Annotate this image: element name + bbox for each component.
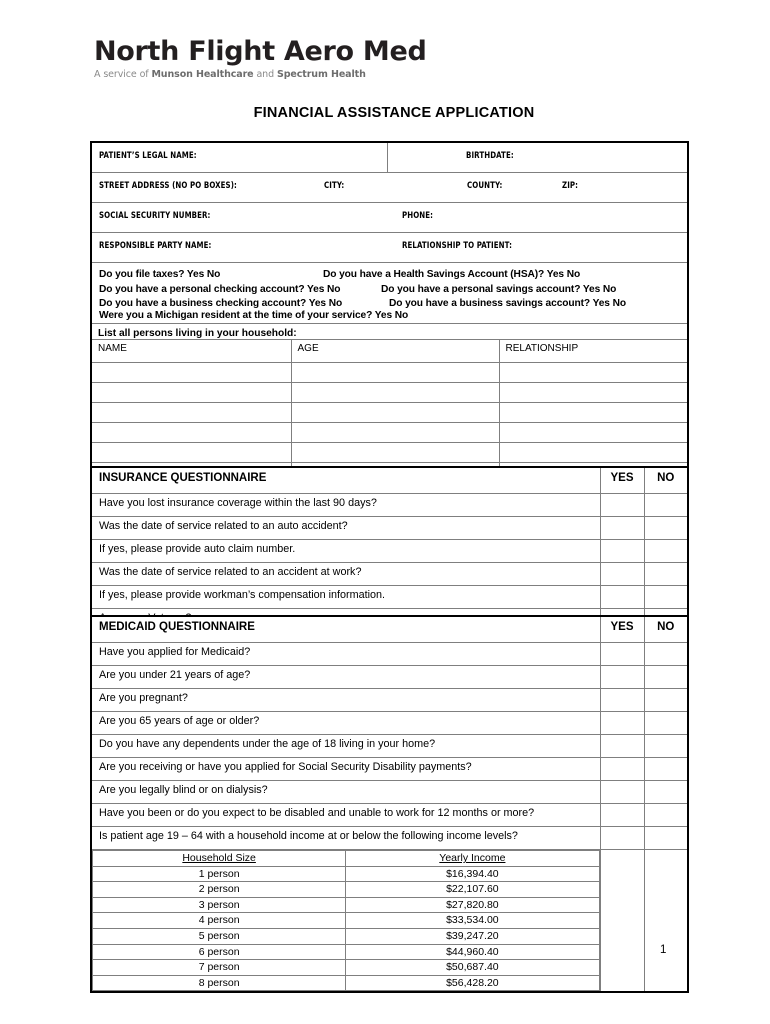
table-row	[91, 443, 688, 463]
logo-subtitle	[94, 69, 426, 80]
table-row	[91, 494, 688, 517]
answer-no-checkbox[interactable]	[644, 666, 688, 689]
medicaid-question-1: Have you applied for Medicaid?	[91, 643, 600, 666]
question-personal-savings[interactable]: Do you have a personal savings account? Yes No	[381, 284, 617, 295]
cell-relationship[interactable]	[499, 423, 688, 443]
answer-no-checkbox[interactable]	[644, 494, 688, 517]
column-header-yearly-income	[346, 851, 599, 867]
table-row	[91, 563, 688, 586]
cell-yearly-income: $16,394.40	[346, 866, 599, 882]
field-birthdate[interactable]	[387, 142, 688, 173]
cell-yearly-income: $44,960.40	[346, 944, 599, 960]
medicaid-question-8: Have you been or do you expect to be disabled and unable to work for 12 months or more?	[91, 804, 600, 827]
answer-yes-checkbox[interactable]	[600, 850, 644, 993]
table-row	[91, 712, 688, 735]
household-size-header-text: Household Size	[182, 852, 256, 864]
cell-age[interactable]	[291, 423, 499, 443]
cell-name[interactable]	[91, 383, 291, 403]
answer-no-checkbox[interactable]	[644, 689, 688, 712]
answer-yes-checkbox[interactable]	[600, 586, 644, 609]
cell-age[interactable]	[291, 443, 499, 463]
cell-relationship[interactable]	[499, 383, 688, 403]
answer-no-checkbox[interactable]	[644, 643, 688, 666]
label-responsible-party-name: RESPONSIBLE PARTY NAME:	[99, 241, 212, 251]
question-file-taxes[interactable]: Do you file taxes? Yes No	[99, 269, 221, 280]
cell-age[interactable]	[291, 383, 499, 403]
answer-yes-checkbox[interactable]	[600, 804, 644, 827]
label-birthdate: BIRTHDATE:	[465, 151, 514, 161]
answer-yes-checkbox[interactable]	[600, 712, 644, 735]
table-row	[91, 263, 688, 324]
table-header-row	[91, 340, 688, 363]
question-hsa[interactable]: Do you have a Health Savings Account (HSA)? Yes No	[323, 269, 581, 280]
medicaid-question-4: Are you 65 years of age or older?	[91, 712, 600, 735]
medicaid-question-9: Is patient age 19 – 64 with a household income at or below the following income levels?	[91, 827, 600, 850]
answer-yes-checkbox[interactable]	[600, 540, 644, 563]
label-zip: ZIP:	[562, 181, 579, 191]
question-business-savings[interactable]: Do you have a business savings account? Yes No	[389, 298, 626, 309]
table-row	[91, 517, 688, 540]
table-row	[91, 383, 688, 403]
column-header-name: NAME	[91, 340, 291, 363]
table-row	[93, 897, 600, 913]
medicaid-questionnaire-table	[90, 615, 689, 993]
medicaid-question-6: Are you receiving or have you applied for Social Security Disability payments?	[91, 758, 600, 781]
answer-yes-checkbox[interactable]	[600, 517, 644, 540]
insurance-section-title: INSURANCE QUESTIONNAIRE	[91, 467, 600, 494]
answer-no-checkbox[interactable]	[644, 781, 688, 804]
table-row	[91, 758, 688, 781]
table-row	[91, 586, 688, 609]
field-responsible-party-row[interactable]	[91, 233, 688, 263]
table-row	[91, 142, 688, 173]
cell-name[interactable]	[91, 363, 291, 383]
cell-age[interactable]	[291, 403, 499, 423]
table-row	[91, 643, 688, 666]
answer-no-checkbox[interactable]	[644, 827, 688, 850]
logo-title: North Flight Aero Med	[94, 36, 427, 67]
cell-yearly-income: $56,428.20	[346, 975, 599, 991]
cell-household-size: 2 person	[93, 882, 346, 898]
answer-no-checkbox[interactable]	[644, 850, 688, 993]
household-members-table	[90, 339, 689, 484]
insurance-question-3: If yes, please provide auto claim number.	[91, 540, 600, 563]
table-row	[93, 913, 600, 929]
cell-yearly-income: $50,687.40	[346, 960, 599, 976]
cell-yearly-income: $27,820.80	[346, 897, 599, 913]
cell-relationship[interactable]	[499, 403, 688, 423]
question-michigan-resident[interactable]: Were you a Michigan resident at the time of your service? Yes No	[99, 310, 409, 321]
column-header-household-size	[93, 851, 346, 867]
cell-name[interactable]	[91, 443, 291, 463]
patient-information-table	[90, 141, 689, 342]
cell-yearly-income: $39,247.20	[346, 928, 599, 944]
label-city: CITY:	[324, 181, 345, 191]
question-personal-checking[interactable]: Do you have a personal checking account? Yes No	[99, 284, 341, 295]
answer-yes-checkbox[interactable]	[600, 666, 644, 689]
logo-subtitle-munson: Munson Healthcare	[151, 69, 254, 81]
table-row	[91, 827, 688, 850]
answer-yes-checkbox[interactable]	[600, 689, 644, 712]
page-number: 1	[660, 944, 667, 956]
column-header-age: AGE	[291, 340, 499, 363]
cell-name[interactable]	[91, 423, 291, 443]
label-county: COUNTY:	[467, 181, 503, 191]
table-row	[93, 882, 600, 898]
medicaid-question-5: Do you have any dependents under the age of 18 living in your home?	[91, 735, 600, 758]
answer-no-checkbox[interactable]	[644, 735, 688, 758]
table-row	[91, 804, 688, 827]
income-levels-table	[92, 850, 600, 991]
table-row	[91, 403, 688, 423]
answer-yes-checkbox[interactable]	[600, 643, 644, 666]
column-header-yes: YES	[600, 467, 644, 494]
label-social-security-number: SOCIAL SECURITY NUMBER:	[99, 211, 211, 221]
table-row	[93, 928, 600, 944]
income-levels-container	[91, 850, 600, 993]
financial-questions-block	[91, 263, 688, 324]
field-ssn-phone-row[interactable]	[91, 203, 688, 233]
label-phone: PHONE:	[402, 211, 434, 221]
answer-no-checkbox[interactable]	[644, 517, 688, 540]
table-row	[91, 173, 688, 203]
answer-no-checkbox[interactable]	[644, 712, 688, 735]
medicaid-question-2: Are you under 21 years of age?	[91, 666, 600, 689]
cell-relationship[interactable]	[499, 363, 688, 383]
organization-logo	[94, 38, 426, 80]
table-row	[91, 540, 688, 563]
answer-no-checkbox[interactable]	[644, 804, 688, 827]
answer-yes-checkbox[interactable]	[600, 563, 644, 586]
question-business-checking[interactable]: Do you have a business checking account? Yes No	[99, 298, 343, 309]
table-row	[93, 866, 600, 882]
label-patient-legal-name: PATIENT’S LEGAL NAME:	[99, 151, 197, 161]
household-list-label: List all persons living in your household:	[98, 328, 297, 339]
label-relationship-to-patient: RELATIONSHIP TO PATIENT:	[402, 241, 513, 251]
table-row	[91, 363, 688, 383]
answer-yes-checkbox[interactable]	[600, 758, 644, 781]
answer-yes-checkbox[interactable]	[600, 735, 644, 758]
cell-yearly-income: $33,534.00	[346, 913, 599, 929]
table-row	[91, 666, 688, 689]
answer-no-checkbox[interactable]	[644, 563, 688, 586]
cell-age[interactable]	[291, 363, 499, 383]
field-patient-legal-name[interactable]	[91, 142, 387, 173]
logo-subtitle-mid: and	[253, 69, 277, 81]
field-address-row[interactable]	[91, 173, 688, 203]
column-header-yes: YES	[600, 616, 644, 643]
answer-no-checkbox[interactable]	[644, 758, 688, 781]
cell-household-size: 8 person	[93, 975, 346, 991]
insurance-question-1: Have you lost insurance coverage within the last 90 days?	[91, 494, 600, 517]
table-row	[93, 975, 600, 991]
insurance-question-5: If yes, please provide workman’s compensation information.	[91, 586, 600, 609]
table-row	[91, 233, 688, 263]
table-header-row	[93, 851, 600, 867]
page-title: FINANCIAL ASSISTANCE APPLICATION	[253, 105, 535, 121]
answer-yes-checkbox[interactable]	[600, 781, 644, 804]
table-row	[91, 203, 688, 233]
logo-subtitle-prefix: A service of	[94, 69, 152, 81]
cell-household-size: 4 person	[93, 913, 346, 929]
medicaid-question-3: Are you pregnant?	[91, 689, 600, 712]
yearly-income-header-text: Yearly Income	[439, 852, 506, 864]
answer-no-checkbox[interactable]	[644, 586, 688, 609]
medicaid-section-title: MEDICAID QUESTIONNAIRE	[91, 616, 600, 643]
column-header-no: NO	[644, 467, 688, 494]
cell-name[interactable]	[91, 403, 291, 423]
column-header-relationship: RELATIONSHIP	[499, 340, 688, 363]
table-row	[91, 423, 688, 443]
cell-household-size: 6 person	[93, 944, 346, 960]
table-row	[91, 735, 688, 758]
table-row	[93, 944, 600, 960]
column-header-no: NO	[644, 616, 688, 643]
answer-yes-checkbox[interactable]	[600, 827, 644, 850]
table-header-row	[91, 616, 688, 643]
label-street-address: STREET ADDRESS (NO PO BOXES):	[99, 181, 237, 191]
table-row	[91, 689, 688, 712]
answer-yes-checkbox[interactable]	[600, 494, 644, 517]
table-row	[91, 850, 688, 993]
logo-subtitle-spectrum: Spectrum Health	[276, 69, 366, 81]
insurance-question-4: Was the date of service related to an accident at work?	[91, 563, 600, 586]
table-header-row	[91, 467, 688, 494]
cell-household-size: 3 person	[93, 897, 346, 913]
cell-relationship[interactable]	[499, 443, 688, 463]
table-row	[91, 781, 688, 804]
insurance-question-2: Was the date of service related to an auto accident?	[91, 517, 600, 540]
cell-household-size: 5 person	[93, 928, 346, 944]
cell-household-size: 1 person	[93, 866, 346, 882]
table-row	[93, 960, 600, 976]
insurance-questionnaire-table	[90, 466, 689, 633]
cell-household-size: 7 person	[93, 960, 346, 976]
answer-no-checkbox[interactable]	[644, 540, 688, 563]
cell-yearly-income: $22,107.60	[346, 882, 599, 898]
medicaid-question-7: Are you legally blind or on dialysis?	[91, 781, 600, 804]
